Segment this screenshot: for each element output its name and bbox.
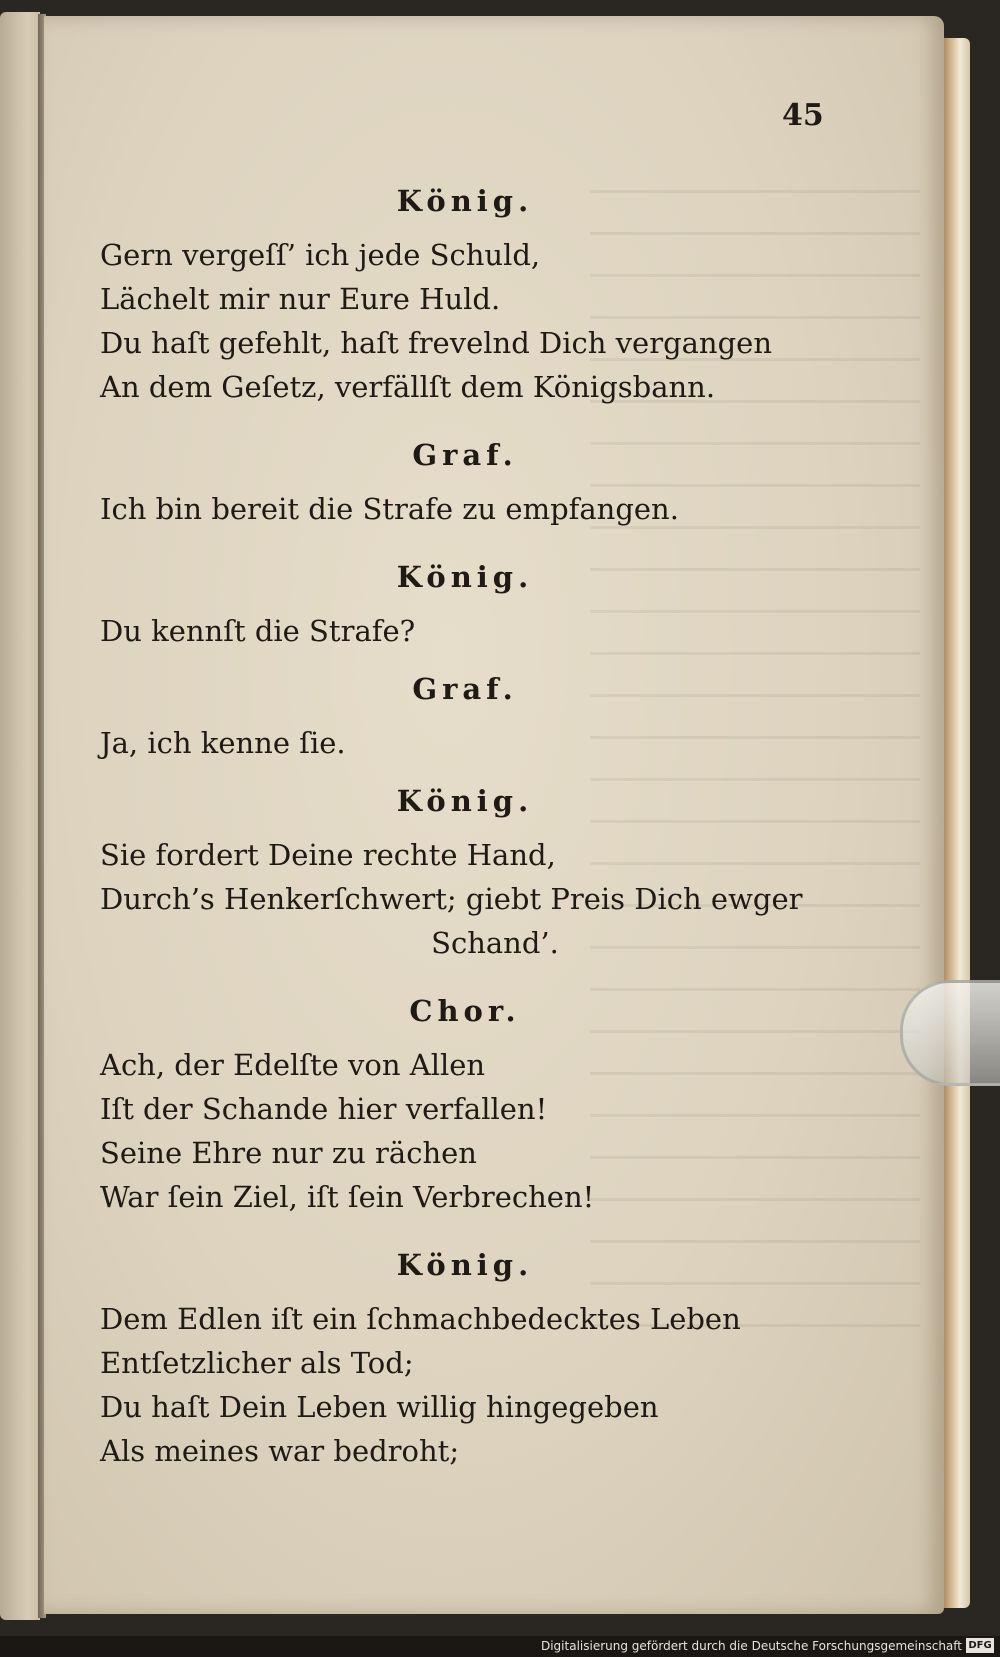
speaker-heading: Graf.: [412, 672, 518, 706]
verse-line: War ſein Ziel, iſt ſein Verbrechen!: [100, 1180, 595, 1214]
verse-line: Du haſt gefehlt, haſt frevelnd Dich vergangen: [100, 326, 772, 360]
verse-line: Gern vergeſſ’ ich jede Schuld,: [100, 238, 541, 272]
verse-line: Iſt der Schande hier verfallen!: [100, 1092, 548, 1126]
speaker-heading: König.: [396, 1248, 534, 1282]
page-number: 45: [782, 98, 824, 133]
verse-line: Ach, der Edelſte von Allen: [100, 1048, 486, 1082]
dfg-logo: DFG: [966, 1638, 994, 1653]
page-clip: [900, 980, 1000, 1086]
verse-line-continuation: Schand’.: [431, 926, 559, 960]
speaker-heading: Graf.: [412, 438, 518, 472]
speaker-heading: König.: [396, 184, 534, 218]
speaker-heading: König.: [396, 784, 534, 818]
verse-line: Durch’s Henkerſchwert; giebt Preis Dich ewger: [100, 882, 803, 916]
page-stack-edge: [944, 38, 970, 1608]
verse-line: Als meines war bedroht;: [100, 1434, 460, 1468]
text-block: [100, 165, 830, 1473]
verse-line: Entſetzlicher als Tod;: [100, 1346, 414, 1380]
verse-line: Ja, ich kenne ſie.: [100, 726, 346, 760]
speaker-heading: König.: [396, 560, 534, 594]
verse-line: An dem Geſetz, verfällſt dem Königsbann.: [100, 370, 716, 404]
verse-line: Du haſt Dein Leben willig hingegeben: [100, 1390, 659, 1424]
verse-line: Du kennſt die Strafe?: [100, 614, 416, 648]
verse-line: Ich bin bereit die Strafe zu empfangen.: [100, 492, 679, 526]
footer-credit: Digitalisierung gefördert durch die Deutsche Forschungsgemeinschaft: [540, 1639, 962, 1653]
left-page-edge: [0, 12, 40, 1620]
verse-line: Dem Edlen iſt ein ſchmachbedecktes Leben: [100, 1302, 741, 1336]
verse-line: Sie fordert Deine rechte Hand,: [100, 838, 556, 872]
verse-line: Lächelt mir nur Eure Huld.: [100, 282, 501, 316]
speaker-heading: Chor.: [409, 994, 521, 1028]
verse-line: Seine Ehre nur zu rächen: [100, 1136, 477, 1170]
